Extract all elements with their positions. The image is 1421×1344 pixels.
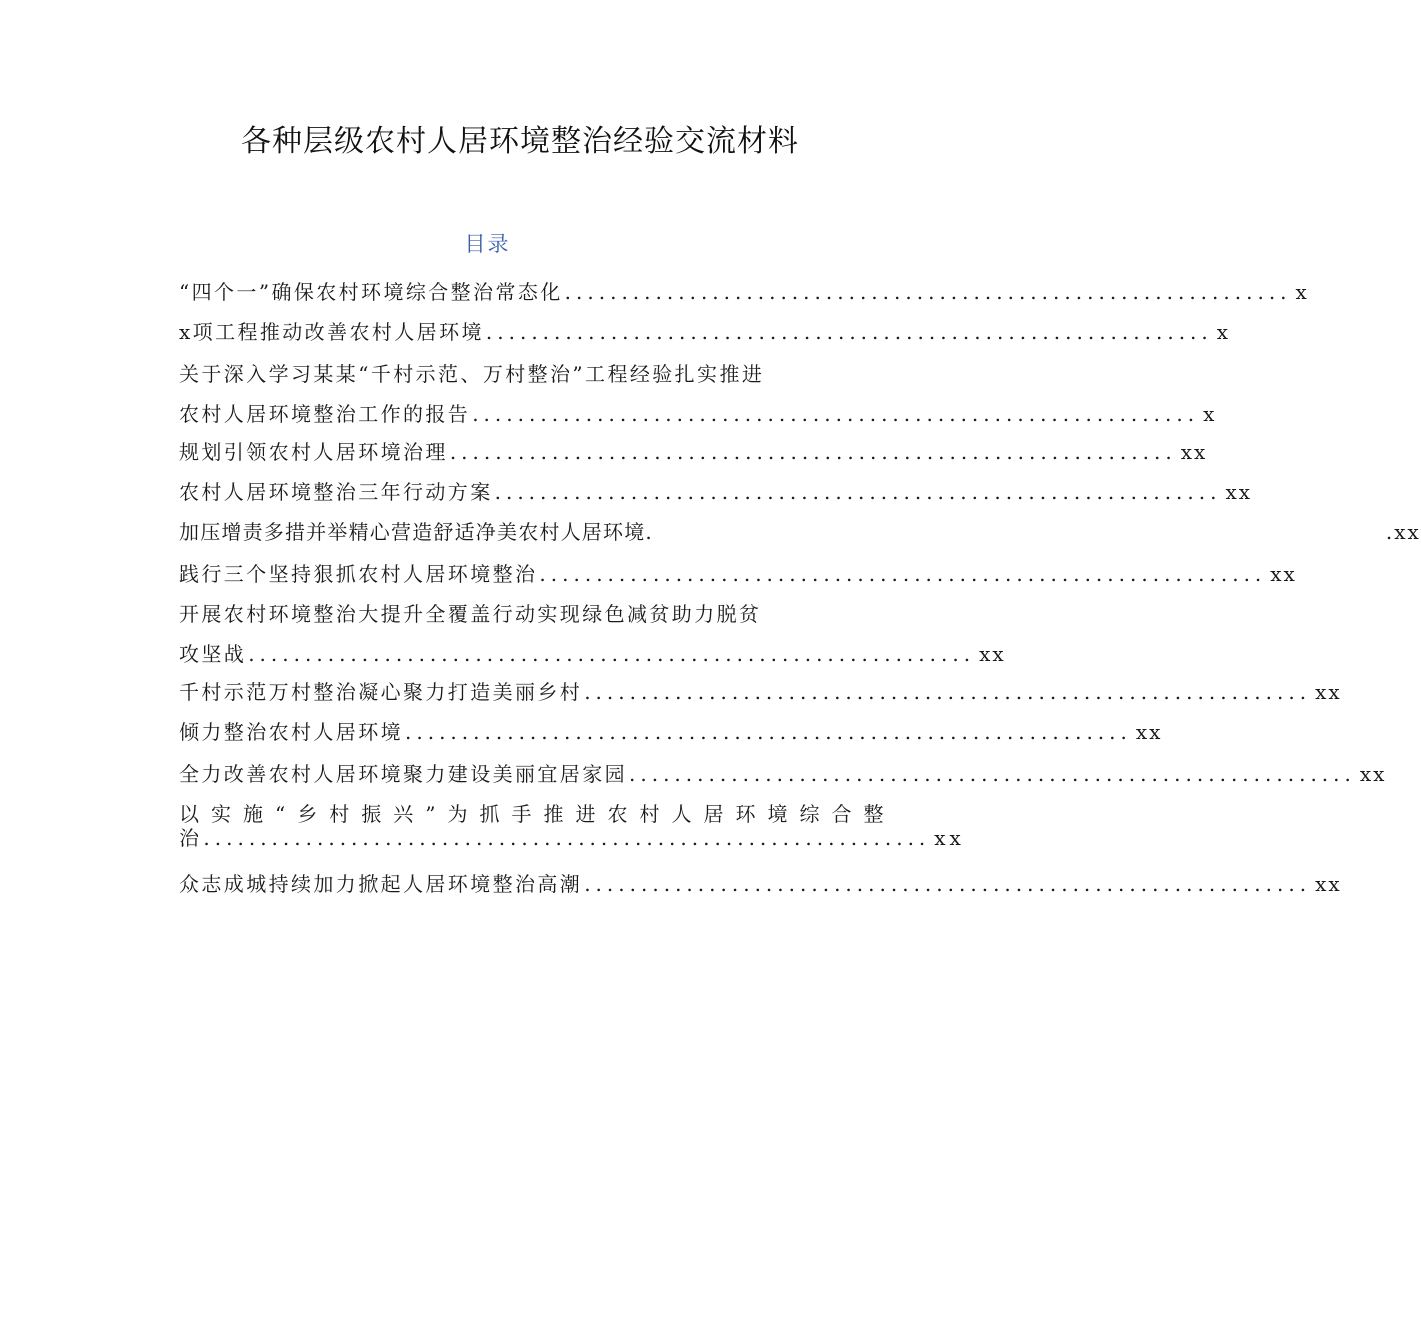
toc-entry[interactable]	[179, 864, 1342, 904]
toc-entry-title: 农村人居环境整治工作的报告	[179, 402, 471, 426]
toc-page-number: .xx	[1385, 520, 1421, 544]
toc-entry[interactable]	[179, 512, 1421, 552]
toc-leader: ................................................................	[485, 320, 1213, 344]
toc-entry-title-line1: 以实施“乡村振兴”为抓手推进农村人居环境综合整	[179, 802, 896, 826]
toc-entry[interactable]	[179, 272, 1309, 312]
toc-leader: ................................................................	[405, 720, 1132, 744]
toc-page-number: xx	[1315, 680, 1342, 704]
toc-leader: ................................................................	[629, 762, 1356, 786]
toc-entry-title-line1: 关于深入学习某某“千村示范、万村整治”工程经验扎实推进	[179, 362, 765, 386]
toc-entry-title: 治	[179, 826, 202, 850]
toc-entry[interactable]	[179, 594, 1006, 674]
toc-page-number: xx	[1225, 480, 1253, 504]
toc-leader: ................................................................	[203, 826, 931, 850]
toc-entry-title: “四个一”确保农村环境综合整治常态化	[179, 280, 563, 304]
toc-entry[interactable]	[179, 472, 1253, 512]
toc-leader: ................................................................	[472, 402, 1200, 426]
toc-entry-title: 加压增责多措并举精心营造舒适净美农村人居环境.	[179, 520, 653, 544]
toc-entry-title: 践行三个坚持狠抓农村人居环境整治	[179, 562, 538, 586]
document-title: 各种层级农村人居环境整治经验交流材料	[241, 124, 799, 159]
toc-leader: ................................................................	[584, 872, 1312, 896]
toc-page-number: xx	[979, 642, 1006, 666]
toc-page-number: xx	[934, 826, 965, 850]
toc-entry-title: 众志成城持续加力掀起人居环境整治高潮	[179, 872, 583, 896]
toc-entry-title: 攻坚战	[179, 642, 247, 666]
toc-leader: ................................................................	[449, 440, 1177, 464]
toc-entry-title: 倾力整治农村人居环境	[179, 720, 403, 744]
toc-leader: ................................................................	[564, 280, 1292, 304]
toc-entry-title: x项工程推动改善农村人居环境	[179, 320, 484, 344]
toc-entry-title: 千村示范万村整治凝心聚力打造美丽乡村	[179, 680, 583, 704]
toc-heading: 目录	[464, 232, 511, 256]
toc-entry-title-line1: 开展农村环境整治大提升全覆盖行动实现绿色减贫助力脱贫	[179, 602, 762, 626]
toc-entry[interactable]	[179, 312, 1231, 352]
toc-entry-title: 规划引领农村人居环境治理	[179, 440, 448, 464]
toc-entry[interactable]	[179, 672, 1342, 712]
toc-page-number: xx	[1359, 762, 1387, 786]
toc-leader: ................................................................	[539, 562, 1267, 586]
toc-page-number: xx	[1135, 720, 1163, 744]
toc-leader: ................................................................	[494, 480, 1222, 504]
toc-page-number: xx	[1270, 562, 1297, 586]
toc-entry[interactable]	[179, 754, 1387, 794]
toc-leader: ................................................................	[584, 680, 1312, 704]
toc-entry[interactable]	[179, 432, 1208, 472]
toc-page-number: x	[1203, 402, 1217, 426]
toc-entry[interactable]	[179, 712, 1163, 752]
toc-entry-title: 全力改善农村人居环境聚力建设美丽宜居家园	[179, 762, 627, 786]
toc-page-number: xx	[1180, 440, 1208, 464]
toc-leader: ................................................................	[248, 642, 976, 666]
toc-page-number: x	[1295, 280, 1309, 304]
toc-entry[interactable]	[179, 554, 1297, 594]
toc-page-number: xx	[1315, 872, 1342, 896]
toc-page-number: x	[1216, 320, 1231, 344]
toc-entry-title: 农村人居环境整治三年行动方案	[179, 480, 493, 504]
toc-entry[interactable]	[179, 354, 1217, 434]
toc-entry[interactable]	[179, 794, 965, 854]
